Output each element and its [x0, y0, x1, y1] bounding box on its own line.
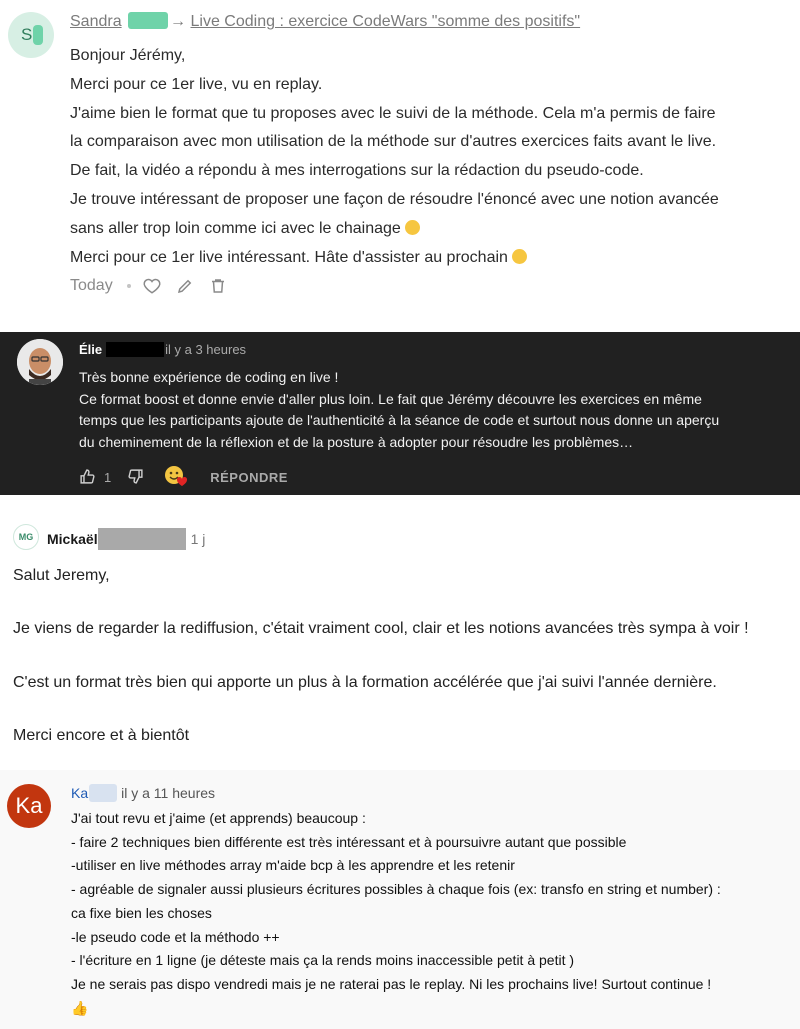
comment-header — [79, 342, 246, 357]
redacted-mark — [33, 25, 43, 45]
comment-line: Je trouve intéressant de proposer une façon de résoudre l'énoncé avec une notion avancée — [70, 190, 719, 208]
comment-ka — [0, 770, 800, 1029]
comment-line: - l'écriture en 1 ligne (je déteste mais ça la rends moins inaccessible petit à petit ) — [71, 952, 575, 969]
comment-line: - agréable de signaler aussi plusieurs écritures possibles à chaque fois (ex: transfo en string et number) : — [71, 881, 721, 898]
comment-line: temps que les participants ajoute de l'authenticité à la séance de code et surtout nous donne un aperçu — [79, 412, 720, 428]
author-name[interactable]: Élie — [79, 342, 103, 357]
redacted-name — [98, 528, 186, 550]
separator-dot — [127, 284, 131, 288]
comment-sandra — [0, 0, 800, 332]
comment-line: J'aime bien le format que tu proposes avec le suivi de la méthode. Cela m'a permis de faire — [70, 104, 716, 122]
author-name[interactable]: Mickaël — [47, 531, 98, 547]
comment-footer — [70, 277, 242, 295]
comment-line: De fait, la vidéo a répondu à mes interrogations sur la rédaction du pseudo-code. — [70, 162, 644, 180]
avatar[interactable] — [17, 339, 63, 385]
comment-line: Bonjour Jérémy, — [70, 47, 186, 64]
thumbs-up-emoji-icon: 👍 — [71, 999, 89, 1016]
comment-actions — [79, 465, 288, 490]
comment-paragraph: C'est un format très bien qui apporte un plus à la formation accélérée que j'ai suivi l'année dernière. — [13, 674, 717, 691]
heart-icon[interactable] — [143, 277, 161, 295]
comment-body — [79, 367, 794, 453]
comment-body — [71, 807, 791, 1020]
avatar[interactable]: MG — [13, 524, 39, 550]
comment-paragraph: Merci encore et à bientôt — [13, 727, 190, 744]
comment-line-with-emoji — [70, 244, 790, 273]
timestamp[interactable]: 1 j — [190, 531, 206, 547]
redacted-name — [106, 342, 164, 357]
comment-line-text: Merci pour ce 1er live intéressant. Hâte d'assister au prochain — [70, 248, 508, 266]
comment-line: Je ne serais pas dispo vendredi mais je ne raterai pas le replay. Ni les prochains live! Surtout continue ! — [71, 975, 712, 992]
pencil-icon[interactable] — [176, 277, 194, 295]
timestamp: Today — [70, 277, 113, 294]
thumb-up-icon[interactable] — [79, 468, 96, 488]
comment-line: -utiliser en live méthodes array m'aide bcp à les apprendre et les retenir — [71, 857, 515, 874]
comment-header — [70, 12, 580, 31]
timestamp[interactable]: il y a 3 heures — [165, 342, 247, 357]
redacted-name — [89, 784, 117, 802]
comment-paragraph: Je viens de regarder la rediffusion, c'était vraiment cool, clair et les notions avancées très sympa à voir ! — [13, 620, 749, 637]
comment-line: - faire 2 techniques bien différente est très intéressant et à poursuivre autant que possible — [71, 833, 627, 850]
comment-header — [71, 784, 215, 802]
comment-header — [47, 528, 205, 550]
comment-line: Merci pour ce 1er live, vu en replay. — [70, 75, 323, 93]
comment-line: Ce format boost et donne envie d'aller plus loin. Le fait que Jérémy découvre les exercices en même — [79, 390, 702, 407]
avatar-initial: S — [21, 25, 33, 44]
comment-line-text: sans aller trop loin comme ici avec le chainage — [70, 219, 401, 237]
author-name[interactable]: Sandra — [70, 13, 122, 30]
heart-emoji-icon[interactable] — [164, 465, 188, 490]
thread-link[interactable]: Live Coding : exercice CodeWars "somme des positifs" — [190, 13, 581, 30]
comment-line: du cheminement de la réflexion et de la posture à adopter pour résoudre les problèmes… — [79, 433, 634, 450]
comment-elie — [0, 332, 800, 495]
reply-button[interactable]: RÉPONDRE — [210, 470, 288, 485]
comment-line-with-emoji — [70, 215, 790, 244]
grin-emoji-icon — [405, 220, 420, 235]
author-name[interactable]: Ka — [71, 785, 89, 801]
comment-line: la comparaison avec mon utilisation de la méthode sur d'autres exercices faits avant le live. — [70, 133, 717, 151]
avatar[interactable]: Ka — [7, 784, 51, 828]
thumb-down-icon[interactable] — [127, 468, 144, 488]
redacted-name — [128, 12, 168, 29]
trash-icon[interactable] — [209, 277, 227, 295]
comment-mickael — [0, 495, 800, 770]
smile-emoji-icon — [512, 249, 527, 264]
comment-line: -le pseudo code et la méthodo ++ — [71, 928, 280, 945]
timestamp[interactable]: il y a 11 heures — [121, 785, 216, 801]
comment-line: ca fixe bien les choses — [71, 904, 212, 921]
comment-body — [70, 42, 790, 272]
comment-paragraph: Salut Jeremy, — [13, 567, 110, 584]
avatar[interactable] — [8, 12, 54, 58]
like-count: 1 — [104, 470, 112, 485]
arrow-separator: → — [170, 13, 187, 30]
comment-line: J'ai tout revu et j'aime (et apprends) beaucoup : — [71, 810, 366, 826]
comment-line: Très bonne expérience de coding en live ! — [79, 369, 339, 385]
